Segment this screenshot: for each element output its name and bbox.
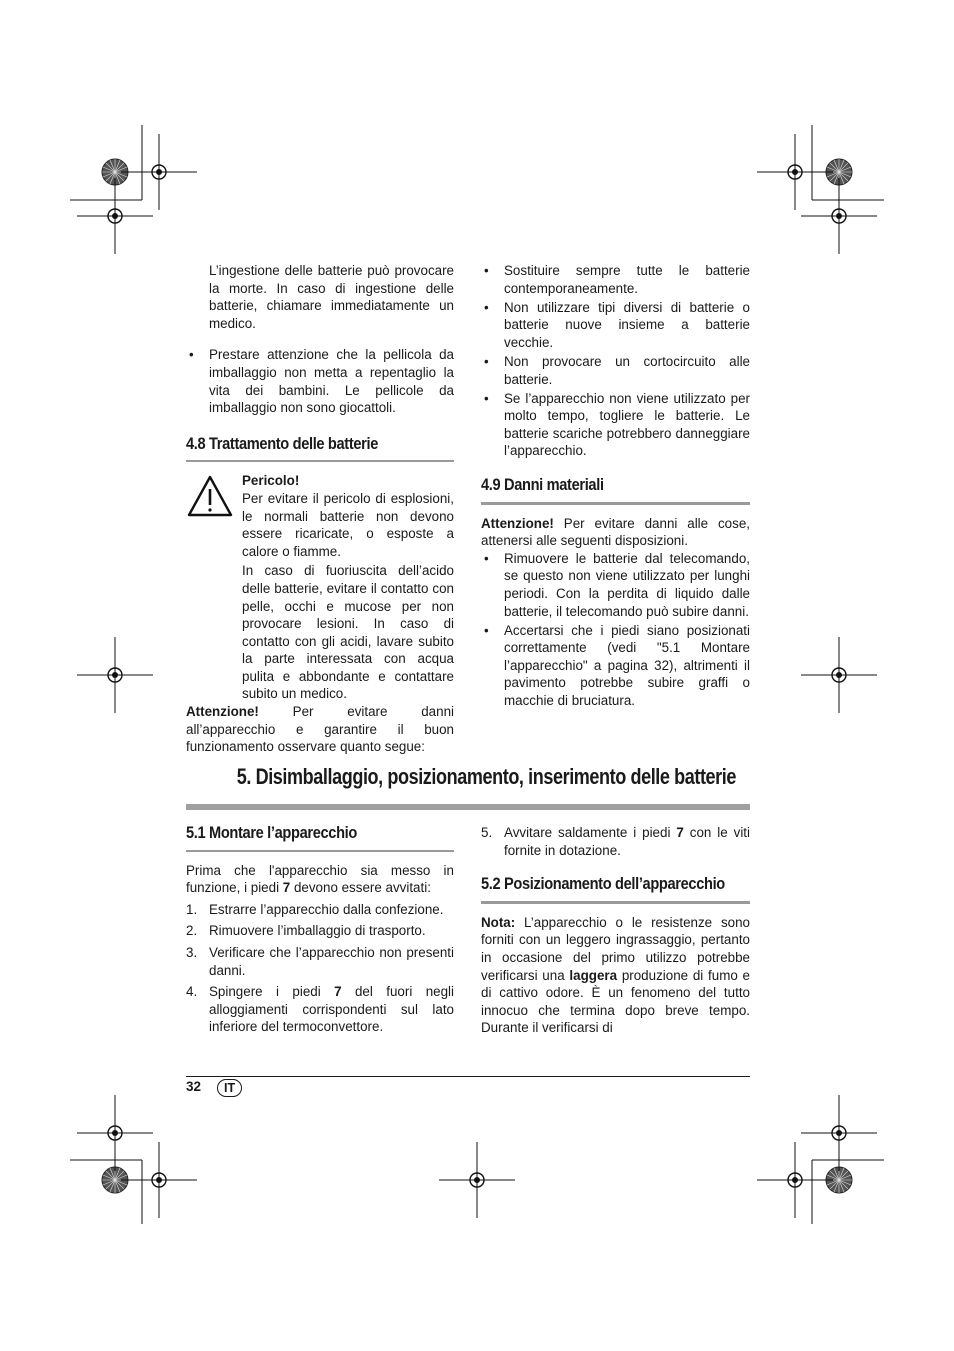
list-item: 5. Avvitare saldamente i piedi 7 con le viti fornite in dotazione.: [481, 825, 750, 858]
language-badge: IT: [217, 1079, 242, 1097]
left-column-top: [186, 262, 454, 756]
list-item: 4. Spingere i piedi 7 del fuori negli alloggiamenti corrispondenti sul lato inferiore del termoconvettore.: [186, 984, 455, 1035]
damage-bullets: [481, 550, 750, 710]
list-item: 1. Estrarre l’apparecchio dalla confezione.: [186, 901, 444, 917]
warning-label: Pericolo!: [242, 473, 300, 489]
attention-paragraph: Attenzione! Per evitare danni all’apparecchio e garantire il buon funzionamento osservare quanto segue:: [186, 704, 454, 755]
note-paragraph: Nota: L’apparecchio o le resistenze sono forniti con un leggero ingrassaggio, pertanto in occasione del primo utilizzo potrebbe verificarsi una laggera produzione di fumo e di cattivo odore. È un fenomeno del tutto innocuo che termina dopo breve tempo. Durante il verificarsi di: [481, 914, 751, 1036]
section-title: 5.1 Montare l’apparecchio: [186, 823, 357, 842]
chapter-divider: [186, 804, 750, 810]
section-title: 4.9 Danni materiali: [481, 475, 604, 495]
list-item: • Non utilizzare tipi diversi di batterie o batterie nuove insieme a batterie vecchie.: [481, 299, 750, 352]
warning-text-2: In caso di fuoriuscita dell’acido delle batterie, evitare il contatto con pelle, occhi e mucose per non provocare lesioni. In caso di contatto con gli acidi, lavare subito la parte interessata con acqua pulita e abbondante e contattare subito un medico.: [242, 563, 454, 702]
section-divider: [186, 850, 454, 852]
list-item: • Non provocare un cortocircuito alle batterie.: [481, 353, 750, 388]
page-footer: [186, 1076, 750, 1095]
list-item: 3. Verificare che l’apparecchio non presenti danni.: [186, 944, 454, 978]
page-number: 32: [186, 1079, 202, 1094]
chapter-title: 5. Disimballaggio, posizionamento, inserimento delle batterie: [236, 764, 737, 789]
note-label: Nota:: [481, 914, 516, 930]
danger-warning: [186, 472, 454, 703]
assembly-steps: [186, 901, 454, 1036]
section-title: 4.8 Trattamento delle batterie: [186, 433, 378, 453]
list-item: 2. Rimuovere l’imballaggio di trasporto.: [186, 923, 426, 939]
list-item: • Sostituire sempre tutte le batterie contemporaneamente.: [481, 262, 750, 297]
section-divider: [481, 901, 750, 904]
right-column-bottom: [481, 824, 750, 1037]
packaging-bullets: [186, 346, 454, 416]
section-5-2: [481, 875, 750, 1037]
assembly-steps-continued: [481, 824, 750, 859]
warning-triangle-icon: [186, 474, 234, 518]
footer-rule: [186, 1076, 750, 1077]
section-4-9: [481, 476, 750, 710]
section-4-8: [186, 435, 454, 756]
section-title: 5.2 Posizionamento dell’apparecchio: [481, 874, 725, 894]
battery-bullets: [481, 262, 750, 460]
list-item: • Se l’apparecchio non viene utilizzato per molto tempo, togliere le batterie. Le batterie scariche potrebbero danneggiare l’apparecchio.: [481, 390, 750, 460]
warning-text-1: Per evitare il pericolo di esplosioni, le normali batterie non devono essere ricaricate, o esposte a calore o fiamme.: [242, 490, 454, 559]
right-column-top: [481, 262, 750, 711]
list-item: • Prestare attenzione che la pellicola da imballaggio non metta a repentaglio la vita dei bambini. Le pellicole da imballaggio non sono giocattoli.: [186, 346, 454, 416]
ingestion-paragraph: L’ingestione delle batterie può provocare la morte. In caso di ingestione delle batterie, chiamare immediatamente un medico.: [209, 263, 454, 331]
attention-paragraph: Attenzione! Per evitare danni alle cose, attenersi alle seguenti disposizioni.: [481, 515, 750, 549]
list-item: • Rimuovere le batterie dal telecomando, se questo non viene utilizzato per lunghi periodi. Con la perdita di liquido dalle batterie, il telecomando può subire danni.: [481, 550, 750, 620]
attention-label: Attenzione!: [481, 515, 554, 531]
chapter-5-heading: [186, 764, 750, 810]
intro-paragraph: Prima che l'apparecchio sia messo in funzione, i piedi 7 devono essere avvitati:: [186, 862, 454, 896]
section-divider: [481, 502, 750, 505]
attention-label: Attenzione!: [186, 704, 259, 720]
section-divider: [186, 460, 454, 462]
left-column-bottom: [186, 824, 454, 1037]
list-item: • Accertarsi che i piedi siano posizionati correttamente (vedi "5.1 Montare l’apparecchio" a pagina 32), altrimenti il pavimento potrebbe subire graffi o macchie di bruciatura.: [481, 622, 750, 710]
